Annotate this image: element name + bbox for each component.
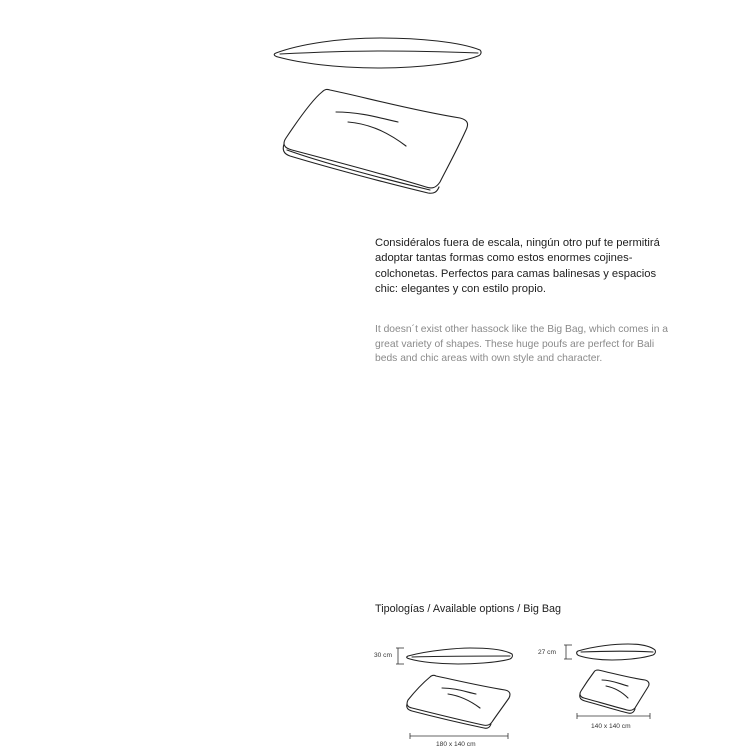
option-140x140-top-icon <box>580 670 649 713</box>
description-english-text: It doesn´t exist other hassock like the Big Bag, which comes in a great variety of shapes. These huge poufs are perfect for Bali beds and chic areas with own style and character. <box>375 324 669 365</box>
options-title: Tipologías / Available options / Big Bag <box>375 603 562 615</box>
option-140x140-size-label: 140 x 140 cm <box>591 723 631 730</box>
option-140x140-height-dimension-icon <box>564 645 572 659</box>
option-180x140-height-label: 30 cm <box>374 652 392 659</box>
option-140x140-width-dimension-icon <box>577 713 650 719</box>
option-140x140-side-icon <box>577 644 656 660</box>
description-spanish-text: Considéralos fuera de escala, ningún otro puf te permitirá adoptar tantas formas como estos enormes cojines-colchonetas. Perfectos para camas balinesas y espacios chic: elegantes y con estilo propio. <box>375 237 660 296</box>
option-180x140-size-label: 180 x 140 cm <box>436 741 476 748</box>
option-140x140-height-label: 27 cm <box>538 649 556 656</box>
